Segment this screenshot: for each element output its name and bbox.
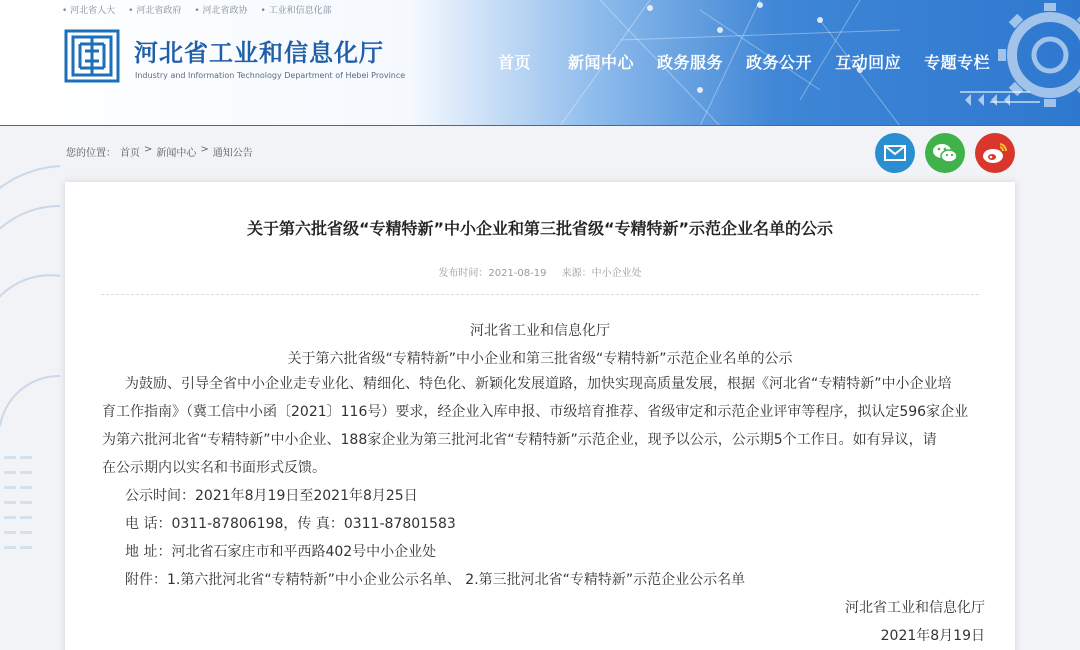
nav-gov-disclosure[interactable]: 政务公开 — [746, 53, 813, 72]
toplink-government[interactable]: • 河北省政府 — [128, 6, 182, 16]
publish-time: 发布时间：2021-08-19 — [438, 268, 547, 279]
breadcrumb-separator: > — [200, 144, 209, 155]
weibo-icon[interactable] — [975, 133, 1015, 173]
nav-news-center[interactable]: 新闻中心 — [568, 53, 635, 72]
article-title: 关于第六批省级“专精特新”中小企业和第三批省级“专精特新”示范企业名单的公示 — [246, 219, 834, 238]
nav-interaction[interactable]: 互动回应 — [835, 53, 902, 72]
body-line: 在公示期内以实名和书面形式反馈。 — [102, 460, 326, 476]
site-logo-icon[interactable] — [64, 29, 120, 83]
top-links — [62, 3, 332, 17]
breadcrumb-notices[interactable]: 通知公告 — [212, 148, 253, 159]
nav-home[interactable]: 首页 — [498, 53, 532, 72]
breadcrumb-news-center[interactable]: 新闻中心 — [156, 148, 197, 159]
wechat-icon[interactable] — [925, 133, 965, 173]
nav-special-topics[interactable]: 专题专栏 — [924, 53, 991, 72]
toplink-miit[interactable]: • 工业和信息化部 — [260, 6, 332, 16]
contact-phone-fax: 电 话：0311-87806198，传 真：0311-87801583 — [125, 516, 456, 532]
body-line: 为第六批河北省“专精特新”中小企业、188家企业为第三批河北省“专精特新”示范企业，现予以公示，公示期5个工作日。如有异议，请 — [102, 432, 937, 448]
site-title[interactable]: 河北省工业和信息化厅 — [134, 39, 384, 67]
breadcrumb-separator: > — [144, 144, 153, 155]
site-header — [0, 0, 1080, 126]
body-line: 育工作指南》（冀工信中小函〔2021〕116号）要求，经企业入库申报、市级培育推荐、省级审定和示范企业评审等程序，拟认定596家企业 — [102, 404, 969, 420]
breadcrumb-label: 您的位置： — [66, 148, 116, 159]
article-meta — [65, 264, 1015, 279]
contact-address: 地 址：河北省石家庄市和平西路402号中小企业处 — [125, 544, 437, 560]
mail-icon[interactable] — [875, 133, 915, 173]
toplink-npc[interactable]: • 河北省人大 — [62, 6, 116, 16]
title-divider — [101, 294, 979, 295]
breadcrumb — [66, 144, 253, 159]
breadcrumb-home[interactable]: 首页 — [120, 148, 140, 159]
site-subtitle: Industry and Information Technology Department of Hebei Province — [135, 71, 406, 80]
publicity-period: 公示时间：2021年8月19日至2021年8月25日 — [125, 488, 418, 504]
article-source: 来源：中小企业处 — [561, 268, 642, 279]
article-card — [65, 182, 1015, 650]
signature-date: 2021年8月19日 — [880, 628, 985, 644]
main-nav — [498, 50, 1013, 73]
toplink-cppcc[interactable]: • 河北省政协 — [194, 6, 248, 16]
notice-subheading: 关于第六批省级“专精特新”中小企业和第三批省级“专精特新”示范企业名单的公示 — [287, 351, 793, 367]
attachments-link[interactable]: 附件：1.第六批河北省“专精特新”中小企业公示名单、 2.第三批河北省“专精特新”示范企业公示名单 — [125, 572, 746, 588]
org-heading: 河北省工业和信息化厅 — [470, 323, 610, 339]
body-line: 为鼓励、引导全省中小企业走专业化、精细化、特色化、新颖化发展道路，加快实现高质量发展，根据《河北省“专精特新”中小企业培 — [125, 376, 952, 392]
background-decoration — [0, 126, 70, 650]
nav-gov-services[interactable]: 政务服务 — [657, 53, 724, 72]
signature-org: 河北省工业和信息化厅 — [845, 600, 985, 616]
